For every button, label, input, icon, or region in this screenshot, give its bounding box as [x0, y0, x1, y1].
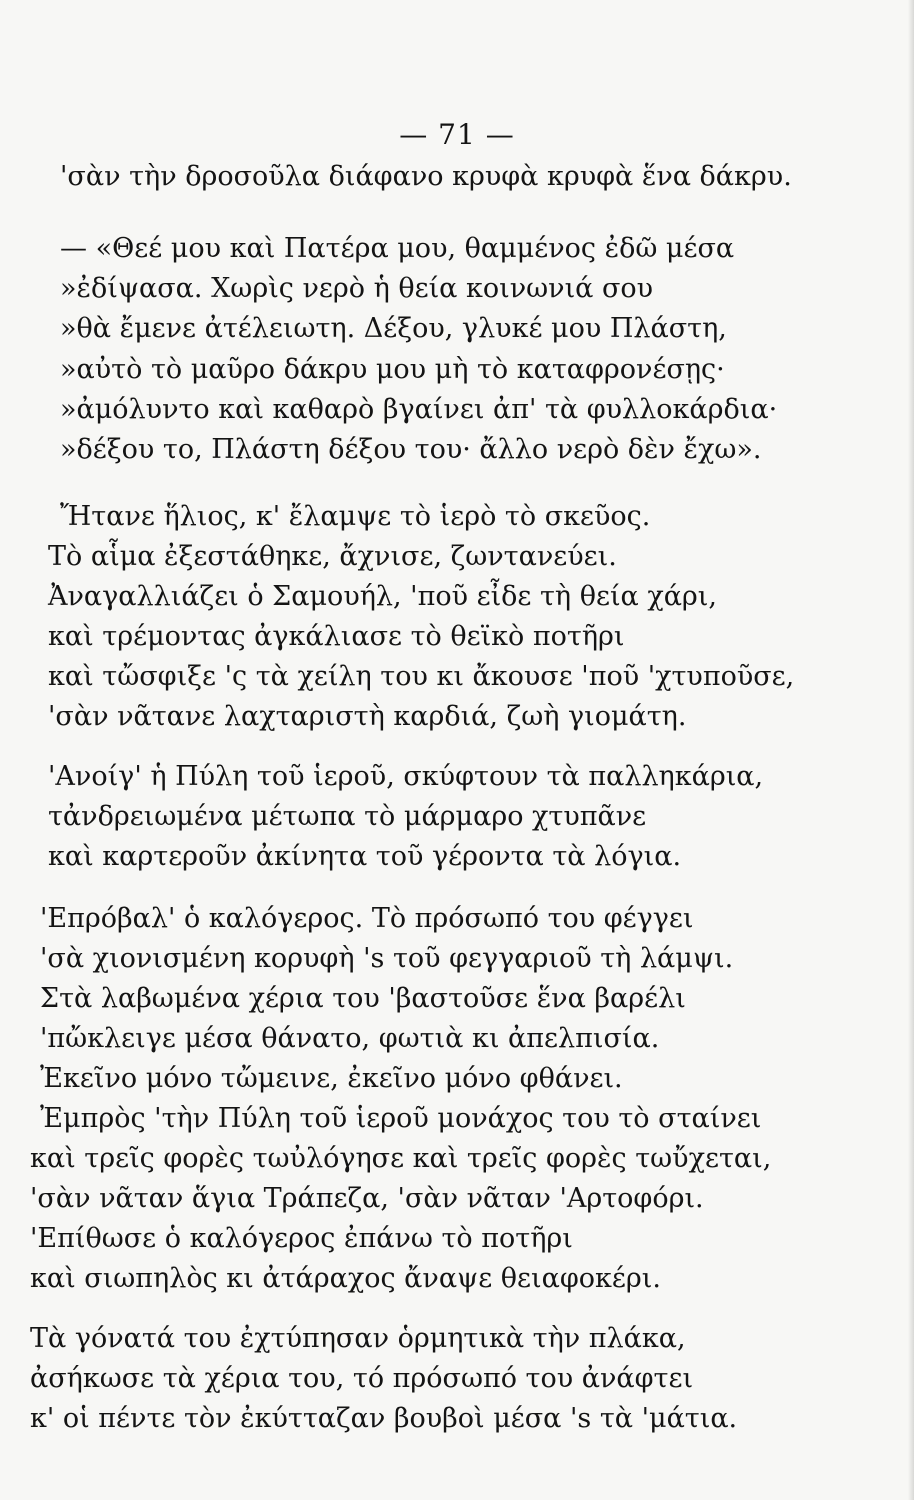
poem-line: Ἐκεῖνο μόνο τὤμεινε, ἐκεῖνο μόνο φθάνει. [40, 1063, 623, 1094]
poem-line: 'σὰ χιονισμένη κορυφὴ 's τοῦ φεγγαριοῦ τὴ λάμψι. [40, 943, 734, 974]
poem-line: τἀνδρειωμένα μέτωπα τὸ μάρμαρο χτυπᾶνε [48, 801, 647, 832]
poem-line: 'Επίθωσε ὁ καλόγερος ἐπάνω τὸ ποτῆρι [30, 1223, 573, 1254]
poem-line: καὶ τρέμοντας ἀγκάλιασε τὸ θεϊκὸ ποτῆρι [48, 621, 625, 652]
poem-line: »αὐτὸ τὸ μαῦρο δάκρυ μου μὴ τὸ καταφρονέσῃς· [60, 354, 725, 385]
poem-line: Τὸ αἷμα ἐξεστάθηκε, ἄχνισε, ζωντανεύει. [48, 541, 617, 572]
poem-line: — «Θεέ μου καὶ Πατέρα μου, θαμμένος ἐδῶ μέσα [60, 233, 735, 264]
poem-line: ἀσήκωσε τὰ χέρια του, τό πρόσωπό του ἀνάφτει [30, 1363, 694, 1394]
poem-line: Τὰ γόνατά του ἐχτύπησαν ὁρμητικὰ τὴν πλάκα, [30, 1323, 686, 1354]
poem-line: »ἀμόλυντο καὶ καθαρὸ βγαίνει ἀπ' τὰ φυλλοκάρδια· [60, 394, 778, 425]
poem-line: καὶ καρτεροῦν ἀκίνητα τοῦ γέροντα τὰ λόγια. [48, 841, 682, 872]
poem-line: 'σὰν νᾶταν ἅγια Τράπεζα, 'σὰν νᾶταν 'Αρτοφόρι. [30, 1183, 704, 1214]
poem-line: Ἐμπρὸς 'τὴν Πύλη τοῦ ἱεροῦ μονάχος του τὸ σταίνει [40, 1103, 762, 1134]
page-number: — 71 — [399, 118, 515, 151]
poem-line: Ἀναγαλλιάζει ὁ Σαμουήλ, 'ποῦ εἶδε τὴ θεία χάρι, [48, 581, 717, 612]
poem-line: 'σὰν νᾶτανε λαχταριστὴ καρδιά, ζωὴ γιομάτη. [48, 701, 687, 732]
poem-line: »ἐδίψασα. Χωρὶς νερὸ ἡ θεία κοινωνιά σου [60, 273, 654, 304]
poem-line: καὶ τὤσφιξε 'ς τὰ χείλη του κι ἄκουσε 'ποῦ 'χτυποῦσε, [48, 661, 795, 692]
poem-line: κ' οἱ πέντε τὸν ἐκύτταζαν βουβοὶ μέσα 's τὰ 'μάτια. [30, 1403, 738, 1434]
poem-line: Ἤτανε ἥλιος, κ' ἔλαμψε τὸ ἱερὸ τὸ σκεῦος. [60, 501, 651, 532]
poem-line: Στὰ λαβωμένα χέρια του 'βαστοῦσε ἕνα βαρέλι [40, 983, 686, 1014]
poem-line: 'πὤκλειγε μέσα θάνατο, φωτιὰ κι ἀπελπισία. [40, 1023, 660, 1054]
poem-line: καὶ τρεῖς φορὲς τωὐλόγησε καὶ τρεῖς φορὲς τωὔχεται, [30, 1143, 772, 1174]
poem-line: 'Επρόβαλ' ὁ καλόγερος. Τὸ πρόσωπό του φέγγει [40, 903, 694, 934]
poem-line: 'Ανοίγ' ἡ Πύλη τοῦ ἱεροῦ, σκύφτουν τὰ παλληκάρια, [48, 761, 764, 792]
page-edge-shadow [908, 0, 914, 1500]
poem-line: 'σὰν τὴν δροσοῦλα διάφανο κρυφὰ κρυφὰ ἕνα δάκρυ. [60, 161, 792, 192]
poem-line: »θὰ ἔμενε ἀτέλειωτη. Δέξου, γλυκέ μου Πλάστη, [60, 313, 727, 344]
poem-line: καὶ σιωπηλὸς κι ἀτάραχος ἄναψε θειαφοκέρι. [30, 1263, 661, 1294]
poem-line: »δέξου το, Πλάστη δέξου του· ἄλλο νερὸ δὲν ἔχω». [60, 434, 762, 465]
